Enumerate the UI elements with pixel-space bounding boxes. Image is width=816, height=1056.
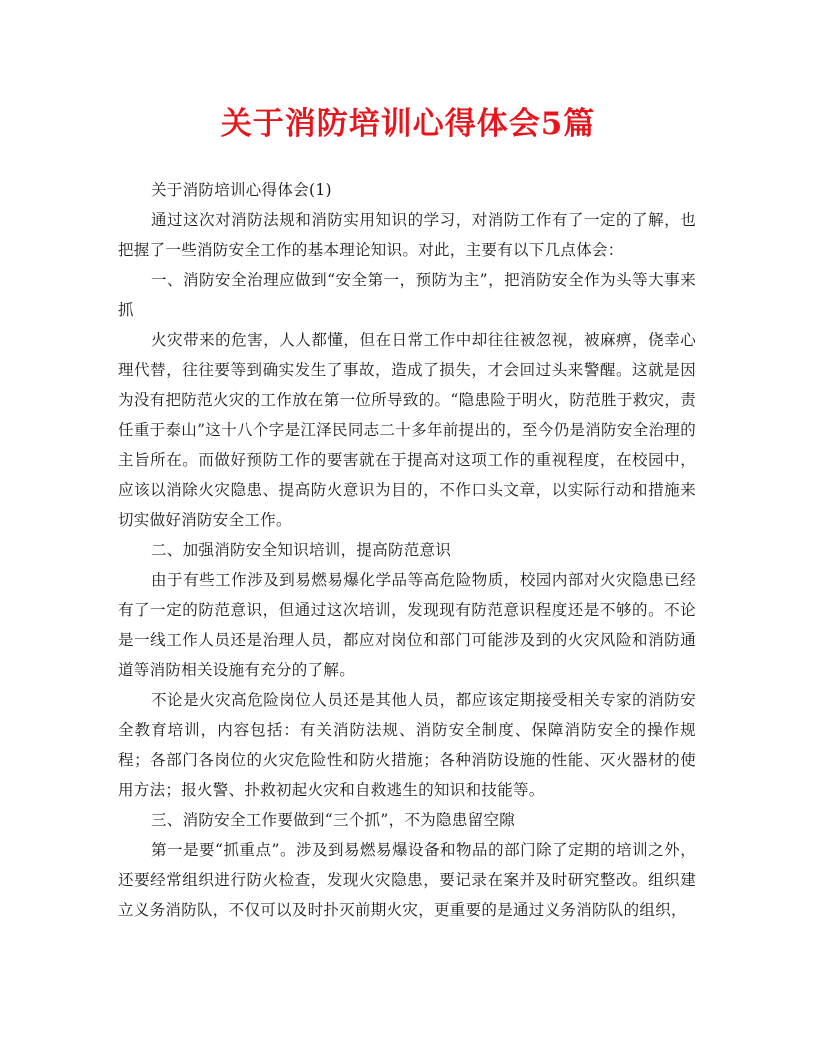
paragraph-fire-hazards: 火灾带来的危害，人人都懂，但在日常工作中却往往被忽视，被麻痹，侥幸心理代替，往往要等到确实发生了事故，造成了损失，才会回过头来警醒。这就是因为没有把防范火灾的工作放在第一位所导致的。“隐患险于明火，防范胜于救灾，责任重于泰山”这十八个字是江泽民同志二十多年前提出的，至今仍是消防安全治理的主旨所在。而做好预防工作的要害就在于提高对这项工作的重视程度，在校园中，应该以消除火灾隐患、提高防火意识为目的，不作口头文章，以实际行动和措施来切实做好消防安全工作。 [118,331,696,529]
document-title: 关于消防培训心得体会5篇 [220,106,596,142]
paragraph-key-points: 第一是要“抓重点”。涉及到易燃易爆设备和物品的部门除了定期的培训之外，还要经常组织进行防火检查，发现火灾隐患，要记录在案并及时研究整改。组织建立义务消防队，不仅可以及时扑灭前期火灾，更重要的是通过义务消防队的组织， [118,841,696,919]
section-subtitle: 关于消防培训心得体会(1) [151,181,332,199]
paragraph-training: 不论是火灾高危险岗位人员还是其他人员，都应该定期接受相关专家的消防安全教育培训，内容包括：有关消防法规、消防安全制度、保障消防安全的操作规程；各部门各岗位的火灾危险性和防火措施；各种消防设施的性能、灭火器材的使用方法；报火警、扑救初起火灾和自救逃生的知识和技能等。 [118,691,696,799]
section-heading-1: 一、消防安全治理应做到“安全第一，预防为主”，把消防安全作为头等大事来抓 [118,271,696,319]
paragraph-awareness: 由于有些工作涉及到易燃易爆化学品等高危险物质，校园内部对火灾隐患已经有了一定的防范意识，但通过这次培训，发现现有防范意识程度还是不够的。不论是一线工作人员还是治理人员，都应对岗位和部门可能涉及到的火灾风险和消防通道等消防相关设施有充分的了解。 [118,571,696,679]
document-body [118,175,696,925]
section-heading-3: 三、消防安全工作要做到“三个抓”，不为隐患留空隙 [151,811,516,829]
paragraph-intro: 通过这次对消防法规和消防实用知识的学习，对消防工作有了一定的了解，也把握了一些消防安全工作的基本理论知识。对此，主要有以下几点体会： [118,211,696,259]
section-heading-2: 二、加强消防安全知识培训，提高防范意识 [151,541,452,559]
